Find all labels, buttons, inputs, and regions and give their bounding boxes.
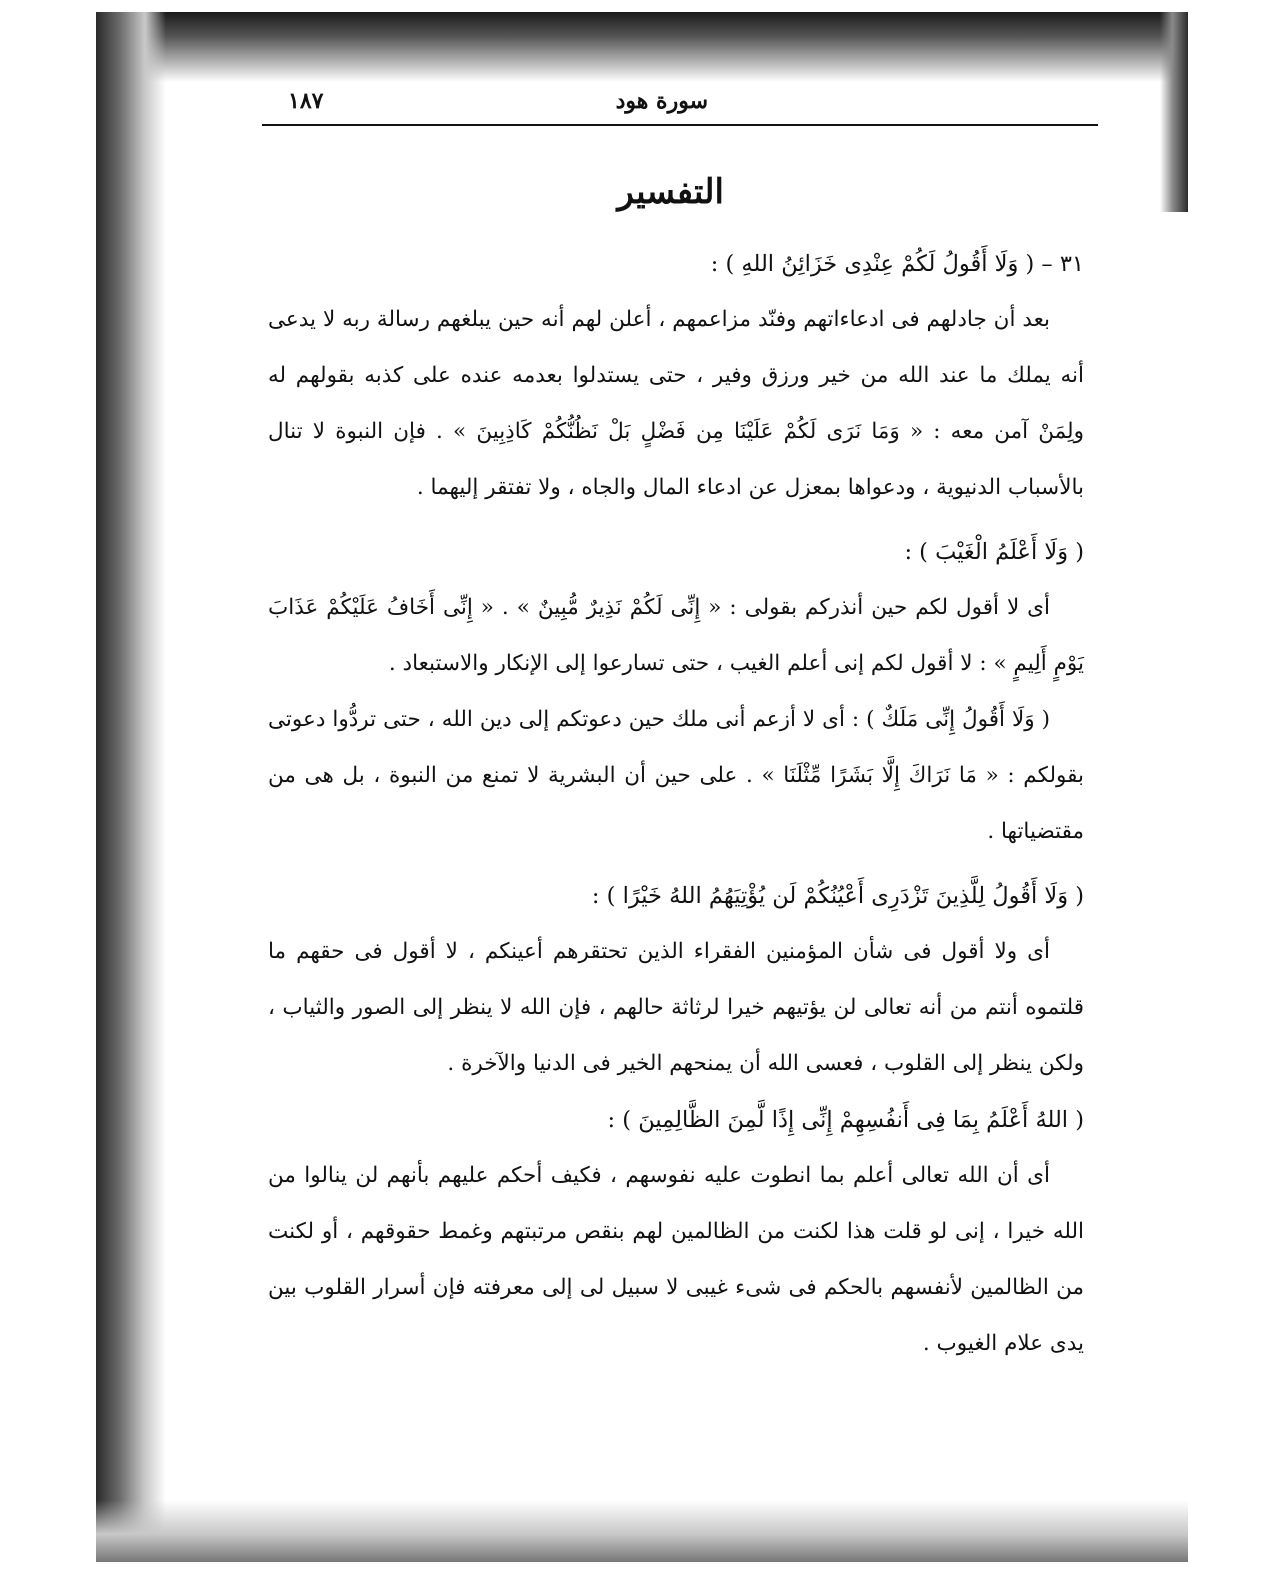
paragraph: أى أن الله تعالى أعلم بما انطوت عليه نفوسهم ، فكيف أحكم عليهم بأنهم لن ينالوا من الله خيرا ، إنى لو قلت هذا لكنت من الظالمين لهم بنقص مرتبتهم وغمط حقوقهم ، أو لكنت من الظالمين لأنفسهم بالحكم فى شىء غيبى لا سبيل لى إلى معرفته فإن أسرار القلوب بين يدى علام الغيوب . [268, 1163, 1084, 1356]
body-text [268, 236, 1084, 1372]
scan-shadow-right [1160, 12, 1188, 212]
scan-shadow-left [96, 12, 166, 1562]
scan-shadow-bottom [96, 1500, 1188, 1562]
running-header [262, 86, 1098, 126]
scan-shadow-top [96, 12, 1188, 82]
verse-heading: ( اللهُ أَعْلَمُ بِمَا فِى أَنفُسِهِمْ إِنِّى إِذًا لَّمِنَ الظَّالِمِينَ ) : [607, 1107, 1084, 1133]
page-number: ١٨٧ [288, 88, 324, 114]
verse-heading: ( وَلَا أَعْلَمُ الْغَيْبَ ) : [904, 539, 1084, 565]
paragraph: ( وَلَا أَقُولُ إِنِّى مَلَكٌ ) : أى لا أزعم أنى ملك حين دعوتكم إلى دين الله ، حتى تردُّوا دعوتى بقولكم : « مَا نَرَاكَ إِلَّا بَشَرًا مِّثْلَنَا » . على حين أن البشرية لا تمنع من النبوة ، بل هى من مقتضياتها . [268, 707, 1084, 844]
paragraph: أى لا أقول لكم حين أنذركم بقولى : « إِنِّى لَكُمْ نَذِيرٌ مُّبِينٌ » . « إِنِّى أَخَافُ عَلَيْكُمْ عَذَابَ يَوْمٍ أَلِيمٍ » : لا أقول لكم إنى أعلم الغيب ، حتى تسارعوا إلى الإنكار والاستبعاد . [268, 595, 1084, 676]
verse-heading: ( وَلَا أَقُولُ لِلَّذِينَ تَزْدَرِى أَعْيُنُكُمْ لَن يُؤْتِيَهُمُ اللهُ خَيْرًا ) : [591, 883, 1084, 909]
paragraph: بعد أن جادلهم فى ادعاءاتهم وفنّد مزاعمهم ، أعلن لهم أنه حين يبلغهم رسالة ربه لا يدعى أنه يملك ما عند الله من خير ورزق وفير ، حتى يستدلوا بعدمه عنده على كذبه بقولهم له ولِمَنْ آمن معه : « وَمَا نَرَى لَكُمْ عَلَيْنَا مِن فَضْلٍ بَلْ نَظُنُّكُمْ كَاذِبِينَ » . فإن النبوة لا تنال بالأسباب الدنيوية ، ودعواها بمعزل عن ادعاء المال والجاه ، ولا تفتقر إليهما . [268, 307, 1084, 500]
header-rule [262, 124, 1098, 126]
paragraph: أى ولا أقول فى شأن المؤمنين الفقراء الذين تحتقرهم أعينكم ، لا أقول فى حقهم ما قلتموه أنتم من أنه تعالى لن يؤتيهم خيرا لرثاثة حالهم ، فإن الله لا ينظر إلى الصور والثياب ، ولكن ينظر إلى القلوب ، فعسى الله أن يمنحهم الخير فى الدنيا والآخرة . [268, 939, 1084, 1076]
section-title: التفسير [617, 172, 724, 212]
verse-heading: ٣١ – ( وَلَا أَقُولُ لَكُمْ عِنْدِى خَزَائِنُ اللهِ ) : [710, 251, 1084, 277]
surah-name: سورة هود [615, 88, 708, 114]
book-page [262, 86, 1098, 1426]
